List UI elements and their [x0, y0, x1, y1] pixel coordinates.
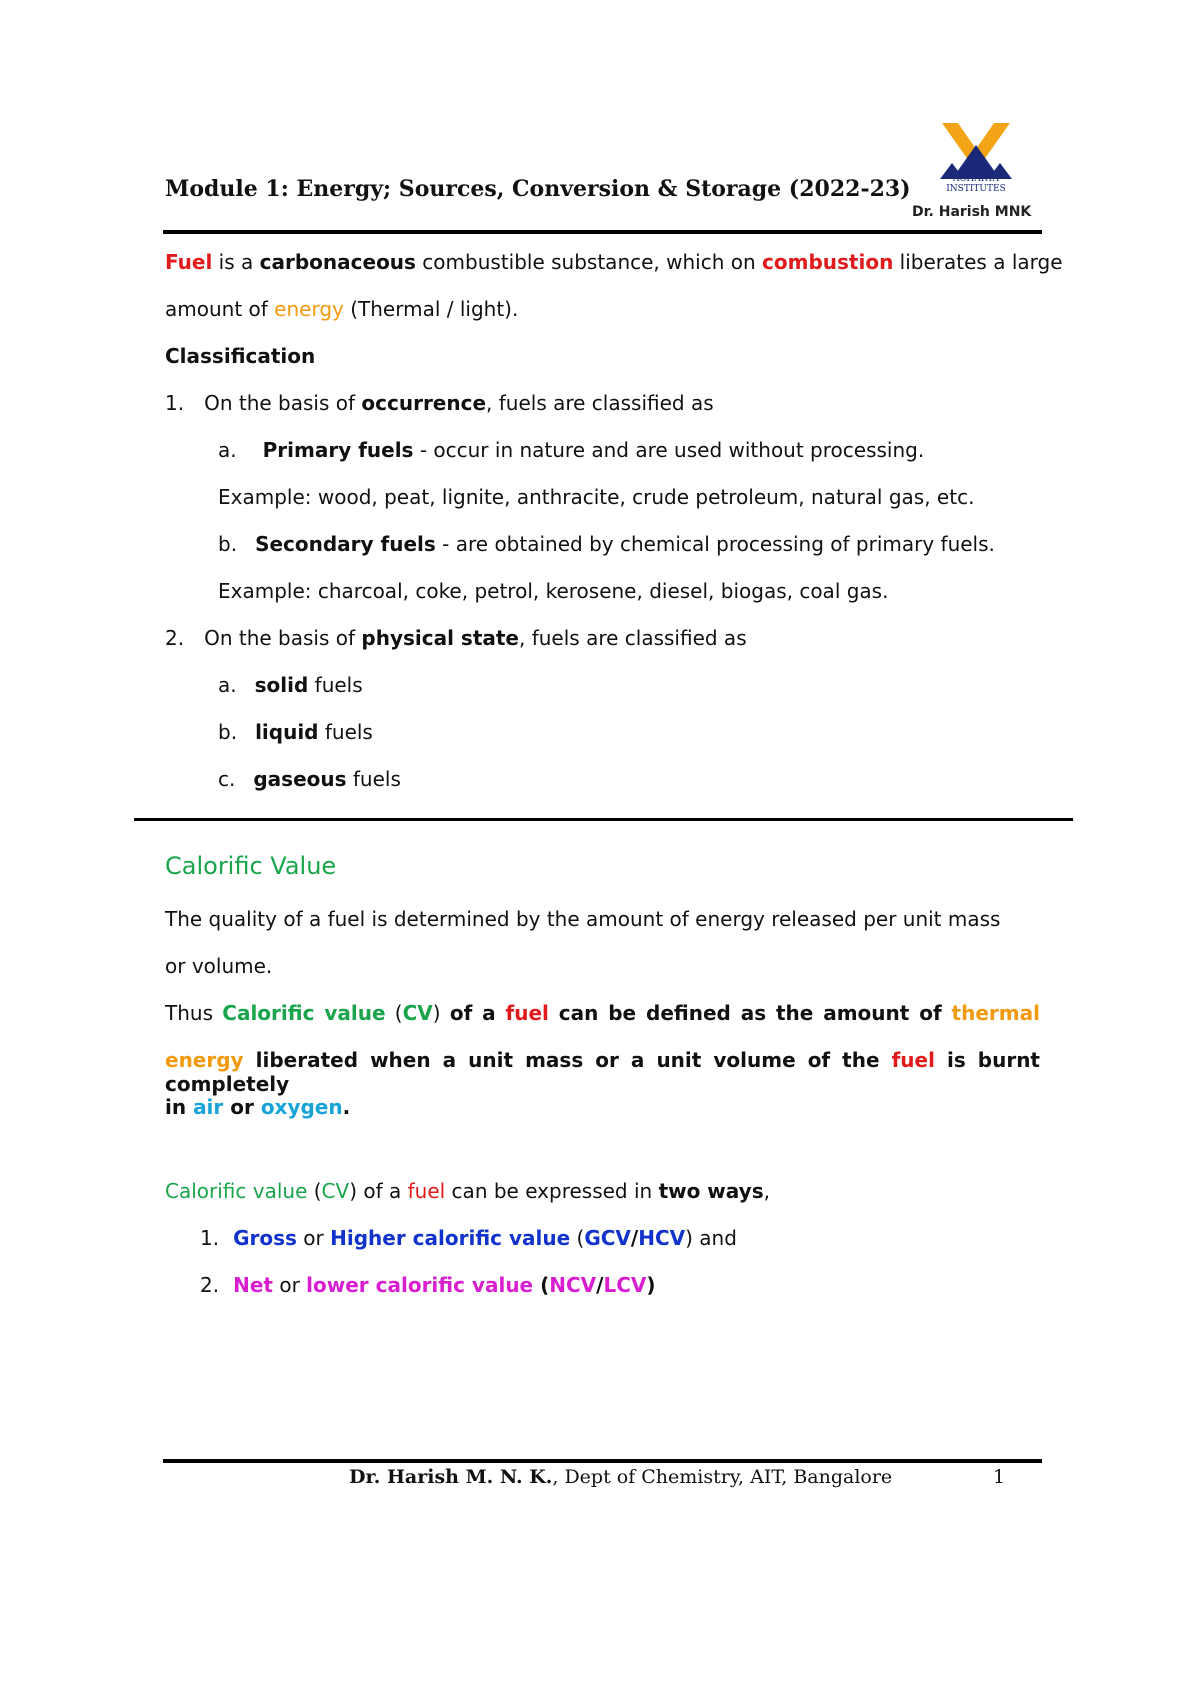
quality-line-2: or volume. — [165, 954, 273, 978]
calorific-heading: Calorific Value — [165, 852, 337, 880]
term-carbonaceous: carbonaceous — [259, 250, 416, 274]
classification-heading: Classification — [165, 344, 316, 368]
state-item-solid: a. solid fuels — [218, 673, 363, 697]
term-calorific-value: Calorific value — [222, 1001, 386, 1025]
term-energy: energy — [274, 297, 344, 321]
term-fuel: Fuel — [165, 250, 213, 274]
term-combustion: combustion — [762, 250, 894, 274]
secondary-fuels-item: b. Secondary fuels - are obtained by chemical processing of primary fuels. — [218, 532, 995, 556]
page-number: 1 — [993, 1466, 1006, 1488]
classification-item-2: 2. On the basis of physical state, fuels are classified as — [165, 626, 747, 650]
expressed-line: Calorific value (CV) of a fuel can be expressed in two ways, — [165, 1179, 770, 1203]
author-tag: Dr. Harish MNK — [912, 204, 1032, 220]
way-gross: 1. Gross or Higher calorific value (GCV/HCV) and — [200, 1226, 737, 1250]
way-net: 2. Net or lower calorific value (NCV/LCV) — [200, 1273, 656, 1297]
definition-line-1: Thus Calorific value (CV) of a fuel can be defined as the amount of thermal — [165, 1001, 1040, 1025]
footer-rule — [163, 1459, 1042, 1463]
term-thermal: thermal — [951, 1001, 1040, 1025]
definition-line-3: in air or oxygen. — [165, 1095, 351, 1119]
state-item-gaseous: c. gaseous fuels — [218, 767, 401, 791]
page-title: Module 1: Energy; Sources, Conversion & Storage (2022-23) — [165, 176, 911, 202]
term-energy: energy — [165, 1048, 244, 1072]
definition-line-2: energy liberated when a unit mass or a unit volume of the fuel is burnt completely — [165, 1048, 1040, 1096]
term-oxygen: oxygen — [260, 1095, 343, 1119]
footer-text — [349, 1466, 892, 1488]
term-fuel: fuel — [505, 1001, 549, 1025]
footer-dept: , Dept of Chemistry, AIT, Bangalore — [552, 1466, 893, 1488]
state-item-liquid: b. liquid fuels — [218, 720, 373, 744]
intro-line-2: amount of energy (Thermal / light). — [165, 297, 519, 321]
header-rule — [163, 230, 1042, 234]
section-divider — [134, 818, 1073, 821]
quality-line-1: The quality of a fuel is determined by the amount of energy released per unit mass — [165, 907, 1001, 931]
primary-fuels-item: a. Primary fuels - occur in nature and are used without processing. — [218, 438, 925, 462]
term-fuel: fuel — [891, 1048, 935, 1072]
term-air: air — [193, 1095, 224, 1119]
secondary-fuels-example: Example: charcoal, coke, petrol, kerosene, diesel, biogas, coal gas. — [218, 579, 889, 603]
footer-author: Dr. Harish M. N. K. — [349, 1466, 553, 1488]
classification-item-1: 1. On the basis of occurrence, fuels are classified as — [165, 391, 714, 415]
intro-line-1: Fuel is a carbonaceous combustible substance, which on combustion liberates a large — [165, 250, 1063, 274]
primary-fuels-example: Example: wood, peat, lignite, anthracite, crude petroleum, natural gas, etc. — [218, 485, 975, 509]
logo-text: ACHARYA INSTITUTES — [946, 174, 1006, 194]
